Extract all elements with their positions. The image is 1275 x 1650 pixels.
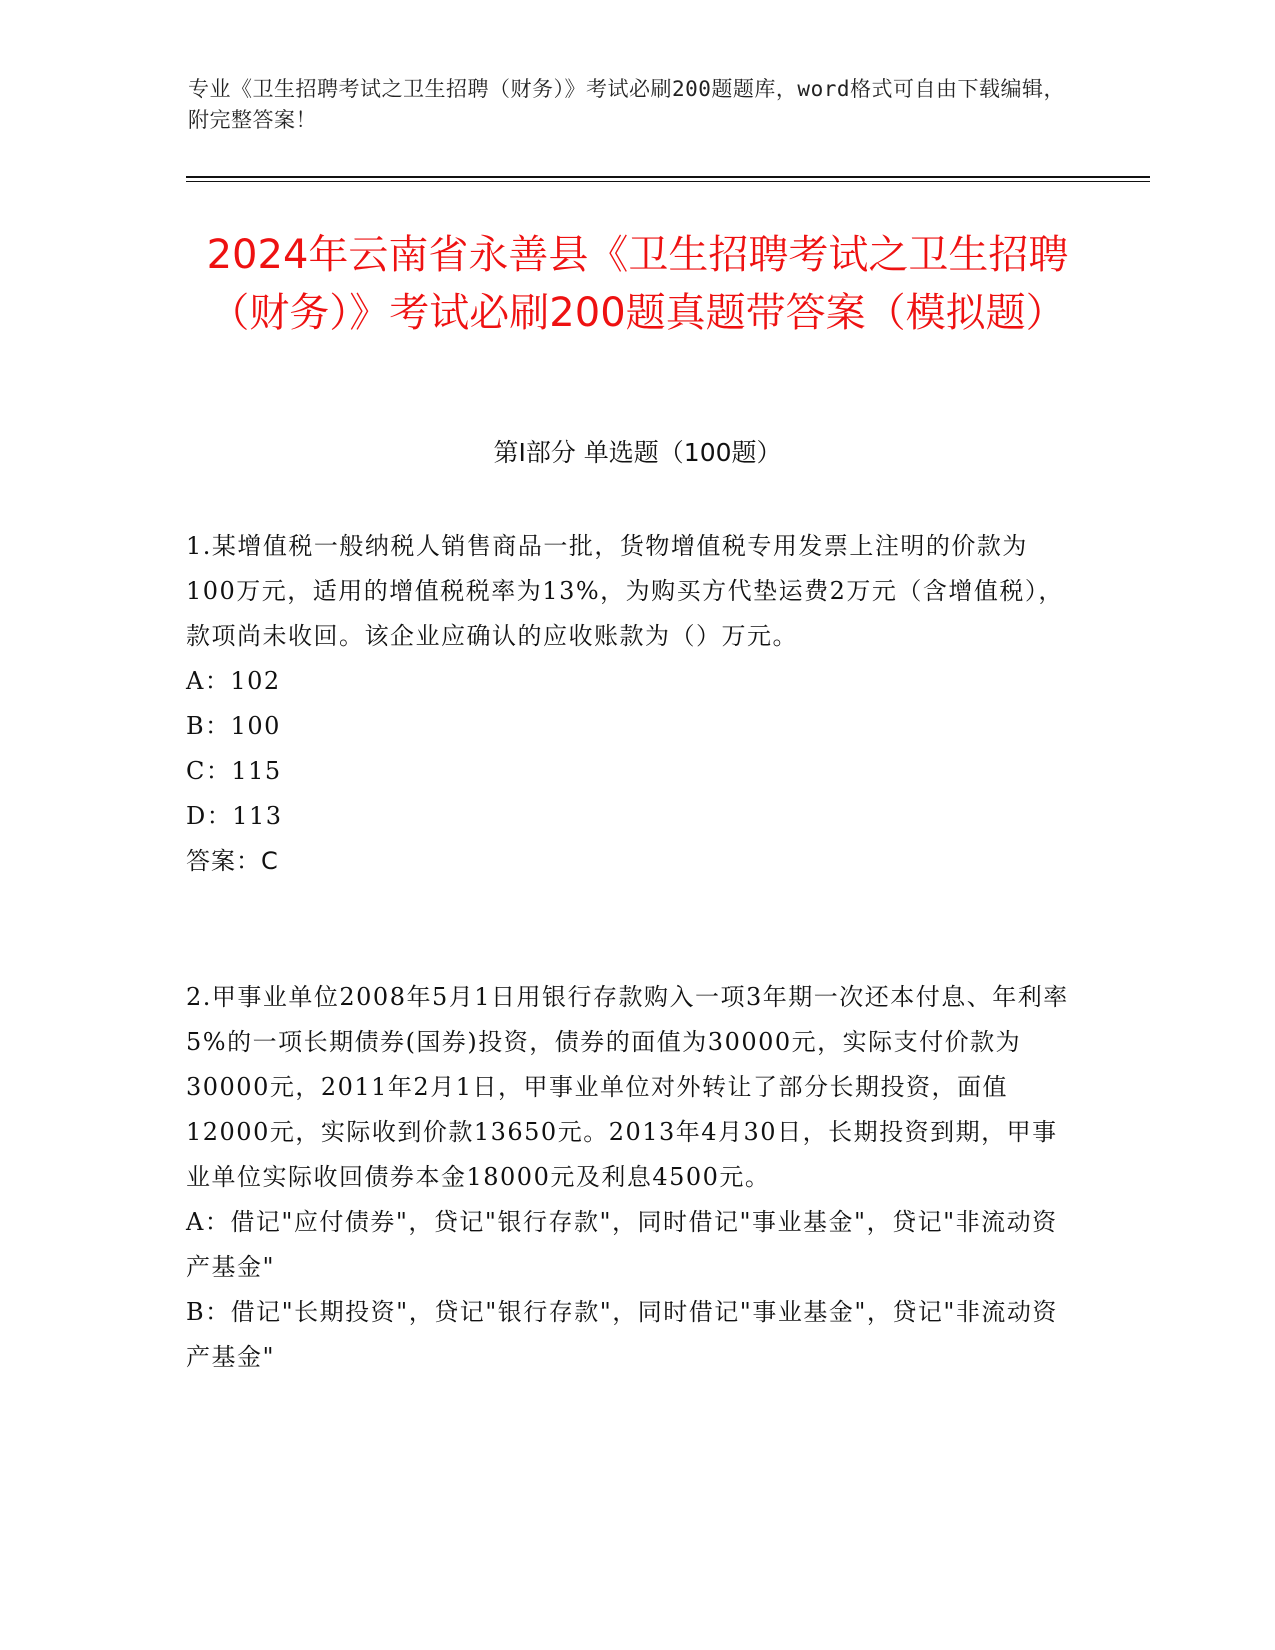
answer-line: 答案：C: [186, 847, 279, 875]
question-1: [186, 524, 1076, 884]
option-a: A：102: [186, 667, 281, 695]
section-heading: 第I部分 单选题（100题）: [493, 438, 782, 467]
option-b: B：100: [186, 712, 281, 740]
question-stem: 2.甲事业单位2008年5月1日用银行存款购入一项3年期一次还本付息、年利率5%的一项长期债券(国券)投资，债券的面值为30000元，实际支付价款为30000元，2011年2月1日，甲事业单位对外转让了部分长期投资，面值12000元，实际收到价款13650元。2013年4月30日，长期投资到期，甲事业单位实际收回债券本金18000元及利息4500元。: [186, 983, 1069, 1191]
header-rule-thin: [186, 181, 1150, 182]
option-d: D：113: [186, 802, 283, 830]
header-note: 专业《卫生招聘考试之卫生招聘（财务）》考试必刷200题题库，word格式可自由下载编辑，附完整答案！: [188, 77, 1065, 132]
question-stem: 1.某增值税一般纳税人销售商品一批，货物增值税专用发票上注明的价款为100万元，适用的增值税税率为13%，为购买方代垫运费2万元（含增值税），款项尚未收回。该企业应确认的应收账款为（）万元。: [186, 532, 1064, 650]
option-b: B：借记"长期投资"，贷记"银行存款"，同时借记"事业基金"，贷记"非流动资产基金": [186, 1298, 1058, 1371]
option-c: C：115: [186, 757, 282, 785]
header-rule-thick: [186, 176, 1150, 178]
option-a: A：借记"应付债券"，贷记"银行存款"，同时借记"事业基金"，贷记"非流动资产基金": [186, 1208, 1058, 1281]
document-title: 2024年云南省永善县《卫生招聘考试之卫生招聘（财务）》考试必刷200题真题带答案（模拟题）: [206, 232, 1069, 336]
question-2: [186, 975, 1076, 1380]
